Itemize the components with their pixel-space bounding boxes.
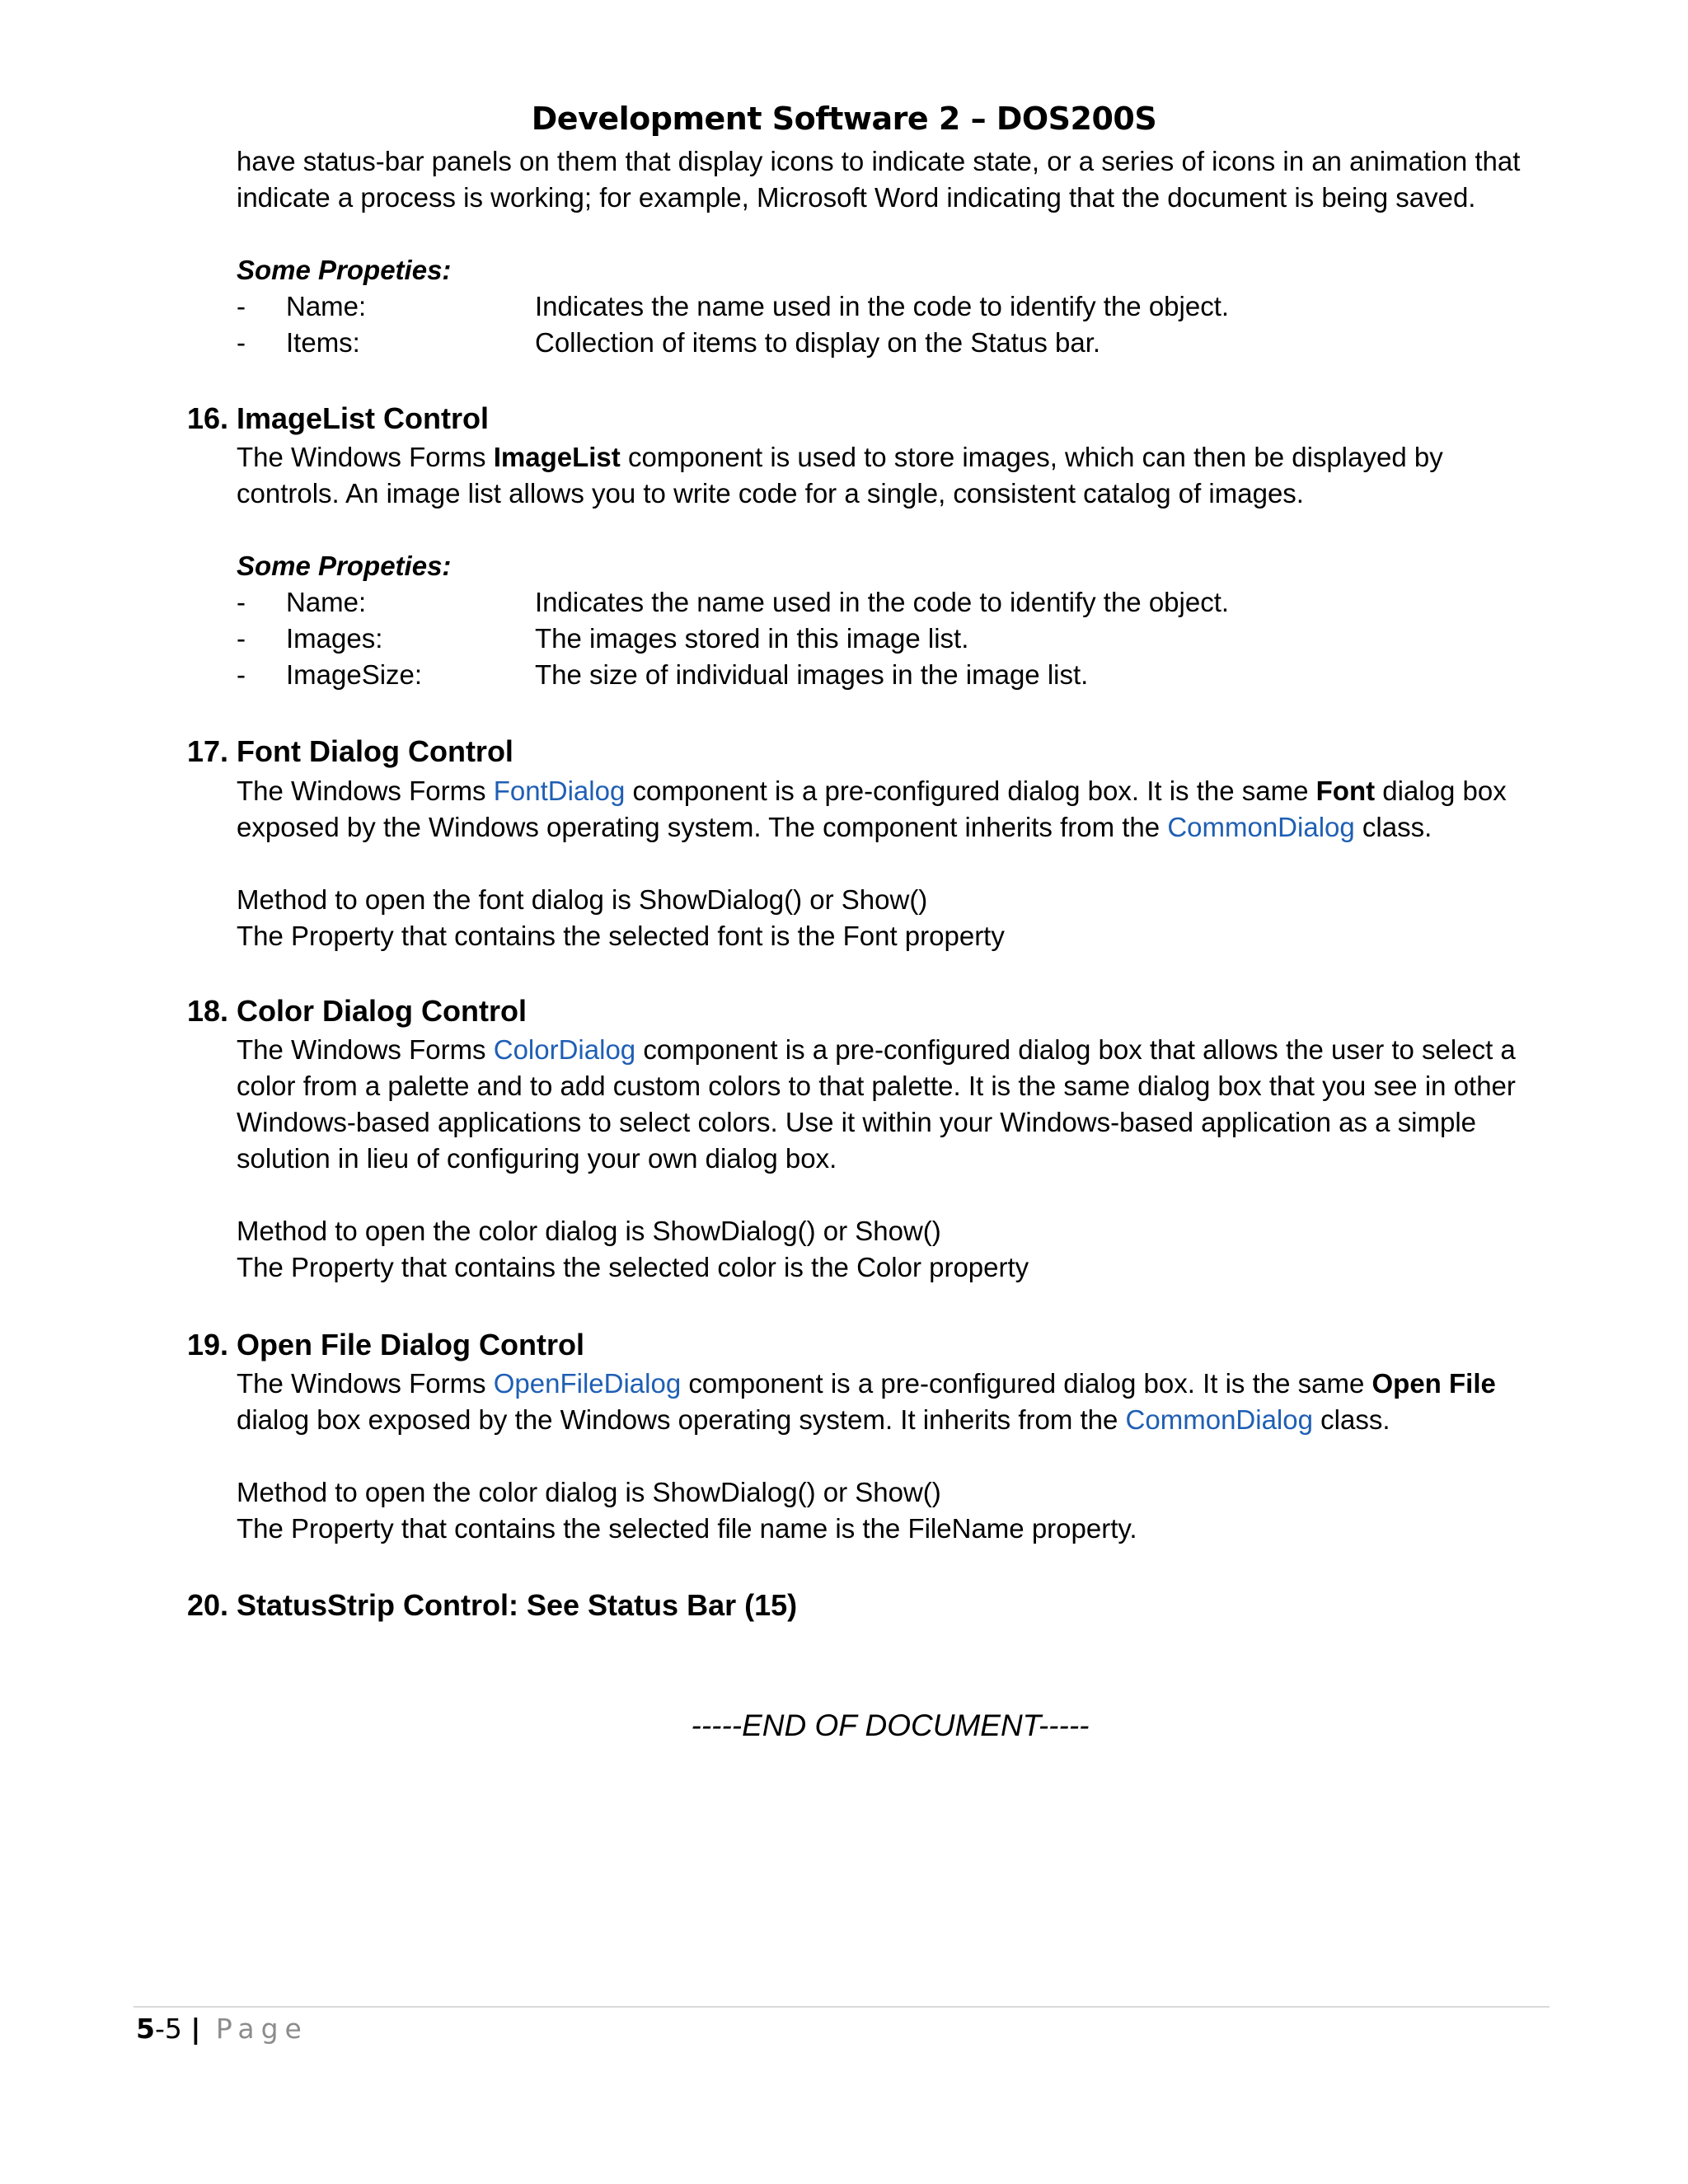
section18-paragraph-line-2: color from a palette and to add custom colors to that palette. It is the same dialog box that you see in other (237, 1071, 1516, 1101)
fontdialog-link[interactable]: FontDialog (493, 776, 626, 806)
section16-props-label: Some Propeties: (237, 551, 452, 581)
page-number-footer (136, 2011, 308, 2047)
section17-paragraph-line-1: The Windows Forms FontDialog component is a pre-configured dialog box. It is the same Font dialog box (237, 776, 1507, 806)
section18-paragraph-line-1: The Windows Forms ColorDialog component is a pre-configured dialog box that allows the user to select a (237, 1034, 1516, 1065)
section16-paragraph-line-2: controls. An image list allows you to write code for a single, consistent catalog of images. (237, 478, 1304, 509)
property-description: The size of individual images in the image list. (535, 659, 1089, 690)
section17-method: Method to open the font dialog is ShowDialog() or Show() (237, 884, 928, 915)
section-title: Color Dialog Control (237, 994, 527, 1028)
list-dash: - (237, 327, 246, 358)
open-file-term: Open File (1372, 1368, 1496, 1399)
commondialog-link[interactable]: CommonDialog (1125, 1404, 1313, 1435)
section-title: Font Dialog Control (237, 734, 513, 768)
footer-separator: | (190, 2013, 201, 2045)
intro-line-2: indicate a process is working; for example, Microsoft Word indicating that the document is being saved. (237, 182, 1476, 213)
section18-property: The Property that contains the selected color is the Color property (237, 1252, 1029, 1282)
property-name: Name: (286, 587, 367, 617)
section-number: 18. (187, 994, 229, 1028)
section17-paragraph-line-2: exposed by the Windows operating system. The component inherits from the CommonDialog class. (237, 812, 1432, 842)
openfiledialog-link[interactable]: OpenFileDialog (493, 1368, 682, 1399)
status-bar-props-label: Some Propeties: (237, 255, 452, 285)
property-description: Indicates the name used in the code to identify the object. (535, 587, 1230, 617)
property-description: The images stored in this image list. (535, 623, 969, 654)
section-heading-17 (187, 733, 513, 770)
section-number: 17. (187, 734, 229, 768)
section18-method: Method to open the color dialog is ShowDialog() or Show() (237, 1216, 941, 1246)
list-dash: - (237, 623, 246, 654)
section-title: Open File Dialog Control (237, 1328, 584, 1361)
property-name: Images: (286, 623, 383, 654)
font-term: Font (1315, 776, 1376, 806)
section-heading-16 (187, 401, 489, 437)
end-of-document: -----END OF DOCUMENT----- (691, 1708, 1090, 1742)
page-word: Page (200, 2013, 308, 2045)
property-row (237, 288, 1555, 325)
property-description: Collection of items to display on the Status bar. (535, 327, 1101, 358)
section-number: 16. (187, 401, 229, 435)
section-heading-19 (187, 1327, 584, 1363)
section19-method: Method to open the color dialog is ShowDialog() or Show() (237, 1477, 941, 1507)
section-title: StatusStrip Control: See Status Bar (15) (237, 1588, 798, 1622)
property-row (237, 657, 1555, 693)
property-name: Items: (286, 327, 360, 358)
property-description: Indicates the name used in the code to identify the object. (535, 291, 1230, 321)
property-name: Name: (286, 291, 367, 321)
section-heading-20 (187, 1587, 797, 1624)
section18-paragraph-line-3: Windows-based applications to select colors. Use it within your Windows-based application as a simple (237, 1107, 1477, 1137)
section17-property: The Property that contains the selected font is the Font property (237, 921, 1005, 951)
page-number-rest: -5 (154, 2013, 191, 2045)
intro-line-1: have status-bar panels on them that display icons to indicate state, or a series of icons in an animation that (237, 146, 1521, 176)
list-dash: - (237, 659, 246, 690)
list-dash: - (237, 587, 246, 617)
section19-property: The Property that contains the selected file name is the FileName property. (237, 1513, 1137, 1544)
section-heading-18 (187, 993, 527, 1029)
commondialog-link[interactable]: CommonDialog (1167, 812, 1355, 842)
section-number: 20. (187, 1588, 229, 1622)
section-number: 19. (187, 1328, 229, 1361)
section19-paragraph-line-2: dialog box exposed by the Windows operating system. It inherits from the CommonDialog class. (237, 1404, 1390, 1435)
property-row (237, 584, 1555, 621)
page-number-current: 5 (136, 2013, 155, 2045)
section16-paragraph-line-1: The Windows Forms ImageList component is used to store images, which can then be displayed by (237, 442, 1443, 472)
property-row (237, 621, 1555, 657)
section-title: ImageList Control (237, 401, 490, 435)
list-dash: - (237, 291, 246, 321)
property-row (237, 325, 1555, 361)
colordialog-link[interactable]: ColorDialog (493, 1034, 636, 1065)
section19-paragraph-line-1: The Windows Forms OpenFileDialog component is a pre-configured dialog box. It is the same Open File (237, 1368, 1496, 1399)
property-name: ImageSize: (286, 659, 423, 690)
page-header-title: Development Software 2 – DOS200S (531, 101, 1157, 137)
footer-divider (134, 2006, 1550, 2008)
imagelist-term: ImageList (493, 442, 621, 472)
section18-paragraph-line-4: solution in lieu of configuring your own dialog box. (237, 1143, 837, 1174)
